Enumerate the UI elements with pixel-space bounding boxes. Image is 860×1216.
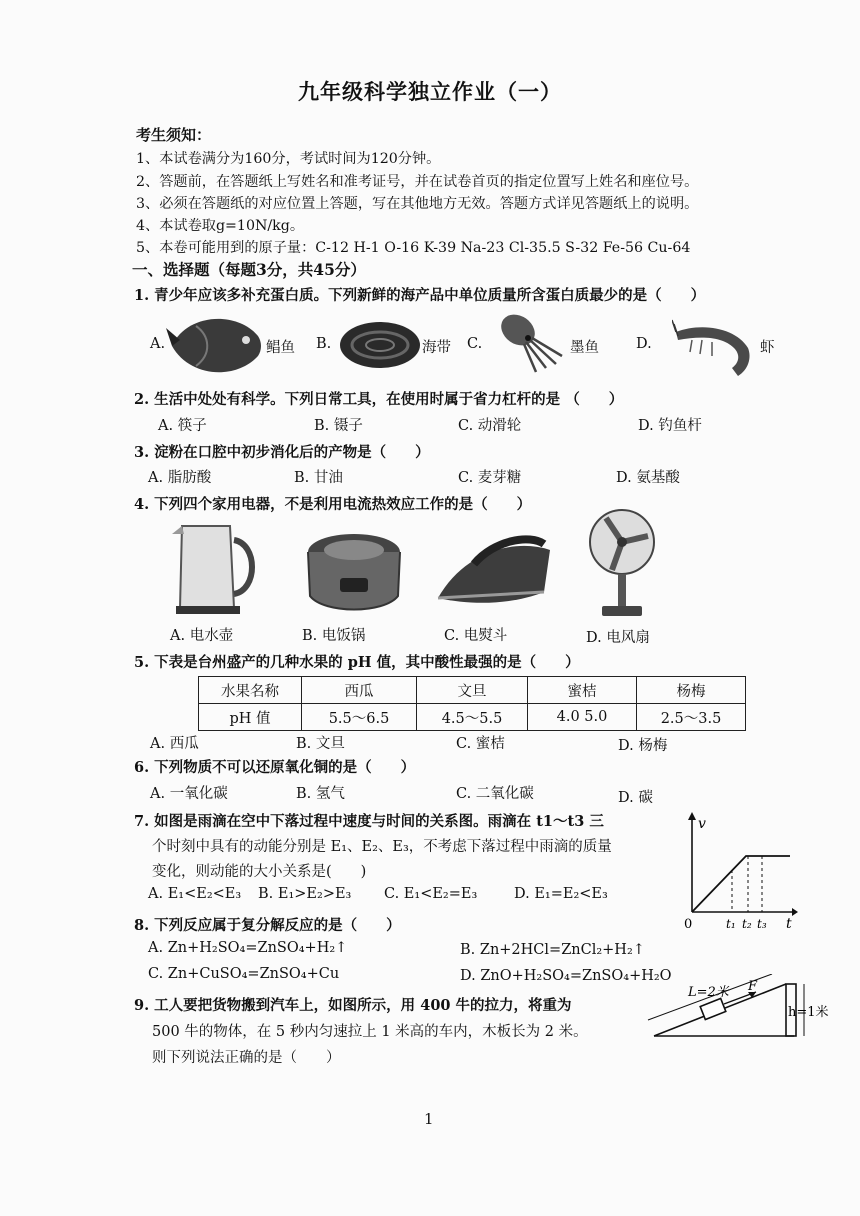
notice-item: 3、必须在答题纸的对应位置上答题，写在其他地方无效。答题方式详见答题纸上的说明。 (136, 196, 699, 212)
q2-option-d: D. 钓鱼杆 (638, 418, 702, 434)
q1-option-b-letter: B. (316, 336, 332, 352)
q6-option-d: D. 碳 (618, 790, 653, 806)
origin-label: 0 (684, 917, 693, 932)
q5-option-c: C. 蜜桔 (456, 736, 505, 752)
q5-option-d: D. 杨梅 (618, 738, 668, 754)
incline-diagram (644, 974, 834, 1044)
q3-option-a: A. 脂肪酸 (148, 470, 212, 486)
question-9-stem-line: 500 牛的物体，在 5 秒内匀速拉上 1 米高的车内，木板长为 2 米。 (152, 1024, 588, 1040)
table-cell: 4.5～5.5 (417, 704, 528, 731)
notice-heading: 考生须知： (136, 126, 212, 144)
length-label: L=2米 (688, 985, 729, 1000)
q2-option-c: C. 动滑轮 (458, 418, 522, 434)
q3-option-c: C. 麦芽糖 (458, 470, 522, 486)
question-2-stem: 2. 生活中处处有科学。下列日常工具，在使用时属于省力杠杆的是 （ ） (134, 391, 624, 408)
velocity-time-graph (680, 808, 800, 932)
question-7-stem-line: 个时刻中具有的动能分别是 E₁、E₂、E₃，不考虑下落过程中雨滴的质量 (152, 839, 612, 855)
table-row (199, 704, 746, 731)
question-4-stem: 4. 下列四个家用电器，不是利用电流热效应工作的是（ ） (134, 496, 532, 513)
page-title: 九年级科学独立作业（一） (298, 79, 562, 104)
cargo-box (700, 998, 726, 1019)
velocity-curve (692, 856, 790, 912)
question-6-stem: 6. 下列物质不可以还原氧化铜的是（ ） (134, 759, 416, 776)
tick-label-t3: t₃ (757, 917, 767, 931)
table-cell: 文旦 (417, 677, 528, 704)
table-row (199, 677, 746, 704)
q8-option-c: C. Zn+CuSO₄=ZnSO₄+Cu (148, 966, 340, 982)
q6-option-c: C. 二氧化碳 (456, 786, 534, 802)
q1-option-d-letter: D. (636, 336, 652, 352)
q5-option-b: B. 文旦 (296, 736, 345, 752)
kelp-icon (338, 320, 422, 370)
q4-option-a: A. 电水壶 (170, 628, 234, 644)
table-cell: 5.5～6.5 (302, 704, 417, 731)
q2-option-b: B. 镊子 (314, 418, 363, 434)
q4-option-d: D. 电风扇 (586, 630, 650, 646)
question-1-stem: 1. 青少年应该多补充蛋白质。下列新鲜的海产品中单位质量所含蛋白质最少的是（ ） (134, 287, 706, 304)
table-cell: 杨梅 (637, 677, 746, 704)
question-7-stem-line: 变化，则动能的大小关系是( ) (152, 864, 367, 880)
q4-option-c: C. 电熨斗 (444, 628, 508, 644)
table-cell: 2.5～3.5 (637, 704, 746, 731)
notice-item: 4、本试卷取g=10N/kg。 (136, 218, 305, 234)
q7-option-b: B. E₁>E₂>E₃ (258, 886, 352, 902)
tick-label-t1: t₁ (726, 917, 736, 931)
question-8-stem: 8. 下列反应属于复分解反应的是（ ） (134, 917, 401, 934)
q1-option-d-label: 虾 (760, 340, 775, 356)
question-9-stem-line: 9. 工人要把货物搬到汽车上，如图所示，用 400 牛的拉力，将重为 (134, 997, 572, 1014)
section-heading: 一、选择题（每题3分，共45分） (132, 260, 366, 279)
question-9-stem-line: 则下列说法正确的是（ ） (152, 1050, 341, 1066)
q8-option-a: A. Zn+H₂SO₄=ZnSO₄+H₂↑ (148, 940, 348, 956)
rice-cooker-icon (304, 530, 404, 616)
table-cell: pH 值 (199, 704, 302, 731)
q6-option-b: B. 氢气 (296, 786, 345, 802)
q1-option-c-label: 墨鱼 (570, 340, 599, 356)
q3-option-d: D. 氨基酸 (616, 470, 680, 486)
table-cell: 蜜桔 (528, 677, 637, 704)
notice-item: 1、本试卷满分为160分，考试时间为120分钟。 (136, 151, 441, 167)
height-label: h=1米 (788, 1005, 829, 1020)
force-label: F (748, 979, 758, 994)
electric-kettle-icon (172, 520, 264, 618)
table-cell: 西瓜 (302, 677, 417, 704)
electric-iron-icon (434, 532, 554, 612)
page-number: 1 (424, 1110, 434, 1128)
question-5-stem: 5. 下表是台州盛产的几种水果的 pH 值，其中酸性最强的是（ ） (134, 654, 580, 671)
q7-option-a: A. E₁<E₂<E₃ (148, 886, 242, 902)
notice-item: 5、本卷可能用到的原子量：C-12 H-1 O-16 K-39 Na-23 Cl-35.5 S-32 Fe-56 Cu-64 (136, 240, 691, 256)
q7-option-c: C. E₁<E₂=E₃ (384, 886, 478, 902)
question-7-stem-line: 7. 如图是雨滴在空中下落过程中速度与时间的关系图。雨滴在 t1～t3 三 (134, 813, 604, 830)
q1-option-a-label: 鲳鱼 (266, 340, 295, 356)
table-cell: 4.0 5.0 (528, 704, 637, 731)
y-axis-label: v (698, 816, 706, 832)
q7-option-d: D. E₁=E₂<E₃ (514, 886, 608, 902)
x-axis-label: t (786, 916, 792, 932)
electric-fan-icon (586, 508, 658, 620)
q5-option-a: A. 西瓜 (150, 736, 199, 752)
q2-option-a: A. 筷子 (158, 418, 207, 434)
q8-option-b: B. Zn+2HCl=ZnCl₂+H₂↑ (460, 942, 645, 958)
x-axis-arrow (792, 908, 798, 916)
pomfret-fish-icon (166, 306, 266, 378)
cuttlefish-icon (496, 308, 566, 374)
shrimp-icon (672, 318, 758, 380)
notice-item: 2、答题前，在答题纸上写姓名和准考证号，并在试卷首页的指定位置写上姓名和座位号。 (136, 174, 699, 190)
y-axis-arrow (688, 812, 696, 820)
q1-option-b-label: 海带 (422, 340, 451, 356)
q4-option-b: B. 电饭锅 (302, 628, 366, 644)
q6-option-a: A. 一氧化碳 (150, 786, 228, 802)
table-cell: 水果名称 (199, 677, 302, 704)
q8-option-d: D. ZnO+H₂SO₄=ZnSO₄+H₂O (460, 968, 672, 984)
question-3-stem: 3. 淀粉在口腔中初步消化后的产物是（ ） (134, 444, 430, 461)
q3-option-b: B. 甘油 (294, 470, 343, 486)
ph-table (198, 676, 746, 731)
tick-label-t2: t₂ (742, 917, 752, 931)
q1-option-a-letter: A. (150, 336, 166, 352)
q1-option-c-letter: C. (467, 336, 483, 352)
